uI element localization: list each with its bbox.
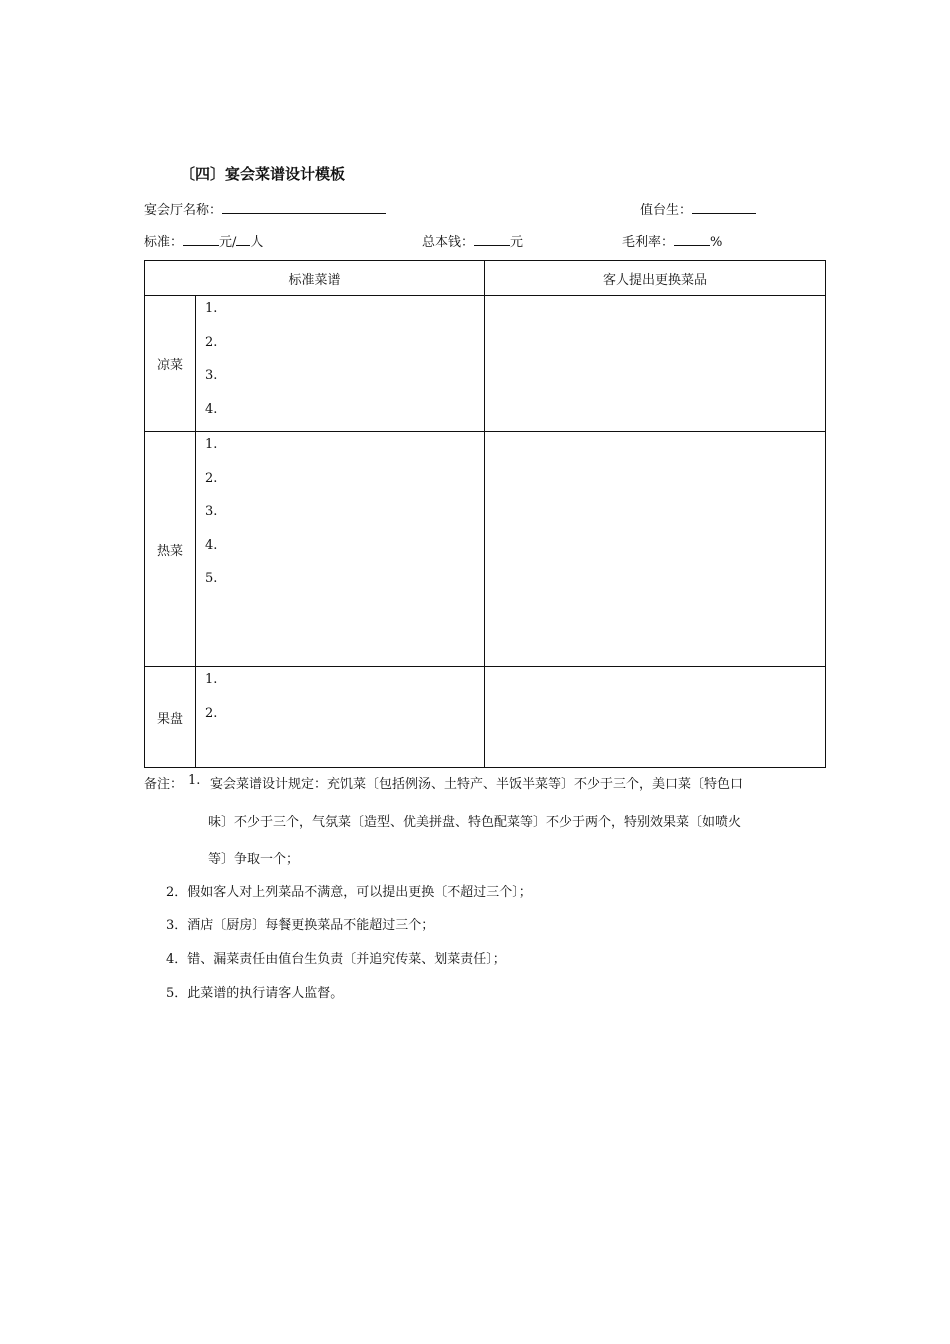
list-item: 3.: [205, 504, 218, 520]
standard-label: 标准：: [144, 235, 184, 250]
note-1-line-1: 宴会菜谱设计规定：充饥菜〔包括例汤、土特产、半饭半菜等〕不少于三个，美口菜〔特色口: [210, 777, 744, 792]
page-title: 〔四〕宴会菜谱设计模板: [180, 165, 346, 183]
total-cost-unit: 元: [510, 235, 524, 250]
margin-label: 毛利率：: [622, 235, 675, 250]
list-item: 5.: [205, 571, 218, 587]
total-cost-label: 总本钱：: [422, 235, 475, 250]
note-2: 2．假如客人对上列菜品不满意，可以提出更换〔不超过三个〕；: [166, 885, 532, 900]
menu-table: [144, 260, 826, 768]
cold-dish-replacement-cell[interactable]: [485, 296, 826, 432]
margin-unit: %: [710, 235, 723, 250]
list-item: 1.: [205, 672, 218, 687]
fruit-platter-items[interactable]: [196, 667, 485, 768]
attendant-blank[interactable]: [692, 201, 756, 214]
hall-name-blank[interactable]: [222, 201, 386, 214]
list-item: 1.: [205, 437, 218, 452]
total-cost-field: [422, 231, 523, 250]
list-item: 1.: [205, 301, 218, 316]
note-1-line-2: 味〕不少于三个，气氛菜〔造型、优美拼盘、特色配菜等〕不少于两个，特别效果菜〔如喷火: [208, 815, 742, 830]
hall-name-field: [144, 199, 386, 218]
list-item: 4.: [205, 537, 218, 553]
attendant-field: [640, 199, 756, 218]
standard-menu-header: 标准菜谱: [145, 261, 485, 296]
table-row: [145, 667, 826, 768]
list-item: 4.: [205, 401, 218, 417]
standard-people-blank[interactable]: [236, 233, 250, 246]
table-row: [145, 296, 826, 432]
note-4: 4．错、漏菜责任由值台生负责〔并追究传菜、划菜责任〕；: [166, 952, 506, 967]
list-item: 2.: [205, 705, 218, 721]
standard-field: [144, 231, 263, 250]
section-hot-dishes: 热菜: [145, 432, 196, 667]
standard-unit-yuan: 元/: [219, 235, 237, 250]
standard-yuan-blank[interactable]: [183, 233, 219, 246]
notes-prefix: 备注：: [144, 777, 184, 792]
table-row: [145, 432, 826, 667]
attendant-label: 值台生：: [640, 203, 693, 218]
margin-field: [622, 231, 722, 250]
list-item: 2.: [205, 334, 218, 350]
hot-dish-replacement-cell[interactable]: [485, 432, 826, 667]
total-cost-blank[interactable]: [474, 233, 510, 246]
note-1-line-3: 等〕争取一个；: [208, 852, 300, 867]
cold-dish-items[interactable]: [196, 296, 485, 432]
section-cold-dishes: 凉菜: [145, 296, 196, 432]
list-item: 2.: [205, 470, 218, 486]
section-fruit-platter: 果盘: [145, 667, 196, 768]
margin-blank[interactable]: [674, 233, 710, 246]
replacement-header: 客人提出更换菜品: [485, 261, 826, 296]
list-item: 3.: [205, 368, 218, 384]
hot-dish-items[interactable]: [196, 432, 485, 667]
standard-unit-people: 人: [250, 235, 264, 250]
note-1-number: 1.: [188, 773, 201, 788]
note-3: 3．酒店〔厨房〕每餐更换菜品不能超过三个；: [166, 918, 435, 933]
fruit-replacement-cell[interactable]: [485, 667, 826, 768]
hall-name-label: 宴会厅名称：: [144, 203, 223, 218]
note-5: 5．此菜谱的执行请客人监督。: [166, 986, 344, 1001]
